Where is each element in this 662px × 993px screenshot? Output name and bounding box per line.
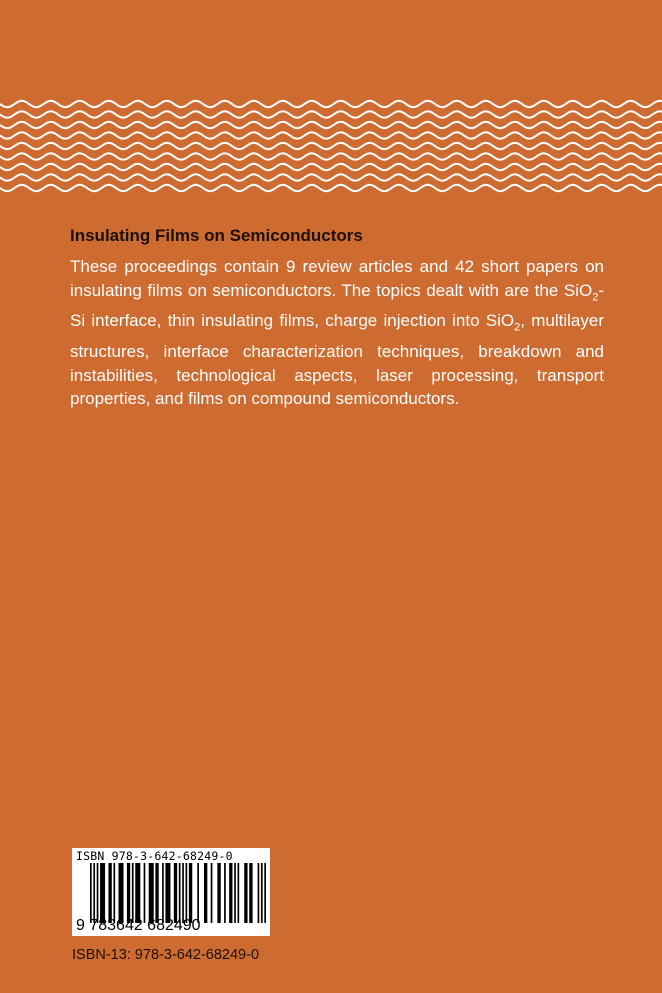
book-title: Insulating Films on Semiconductors [70, 226, 363, 245]
wave-line [0, 174, 662, 180]
barcode [72, 848, 270, 936]
wave-pattern [0, 96, 662, 196]
wave-line [0, 164, 662, 170]
wave-line [0, 143, 662, 149]
wave-line [0, 185, 662, 191]
wave-line [0, 153, 662, 159]
wave-line [0, 101, 662, 107]
wave-line [0, 122, 662, 128]
barcode-bars [90, 863, 266, 923]
book-description: These proceedings contain 9 review articles and 42 short papers on insulating films on semiconductors. The topics dealt with are the SiO$_2$-Si interface, thin insulating films, charge injection into SiO$_2$, multilayer structures, interface characterization techniques, breakdown and instabilities, technological aspects, laser processing, transport properties, and films on compound semiconductors. [70, 257, 605, 409]
isbn-13-label: ISBN-13: 978-3-642-68249-0 [72, 947, 260, 963]
barcode-digits: 9 783642 682490 [76, 917, 201, 934]
barcode-isbn-text: ISBN 978-3-642-68249-0 [76, 849, 233, 863]
wave-line [0, 132, 662, 138]
wave-line [0, 111, 662, 117]
